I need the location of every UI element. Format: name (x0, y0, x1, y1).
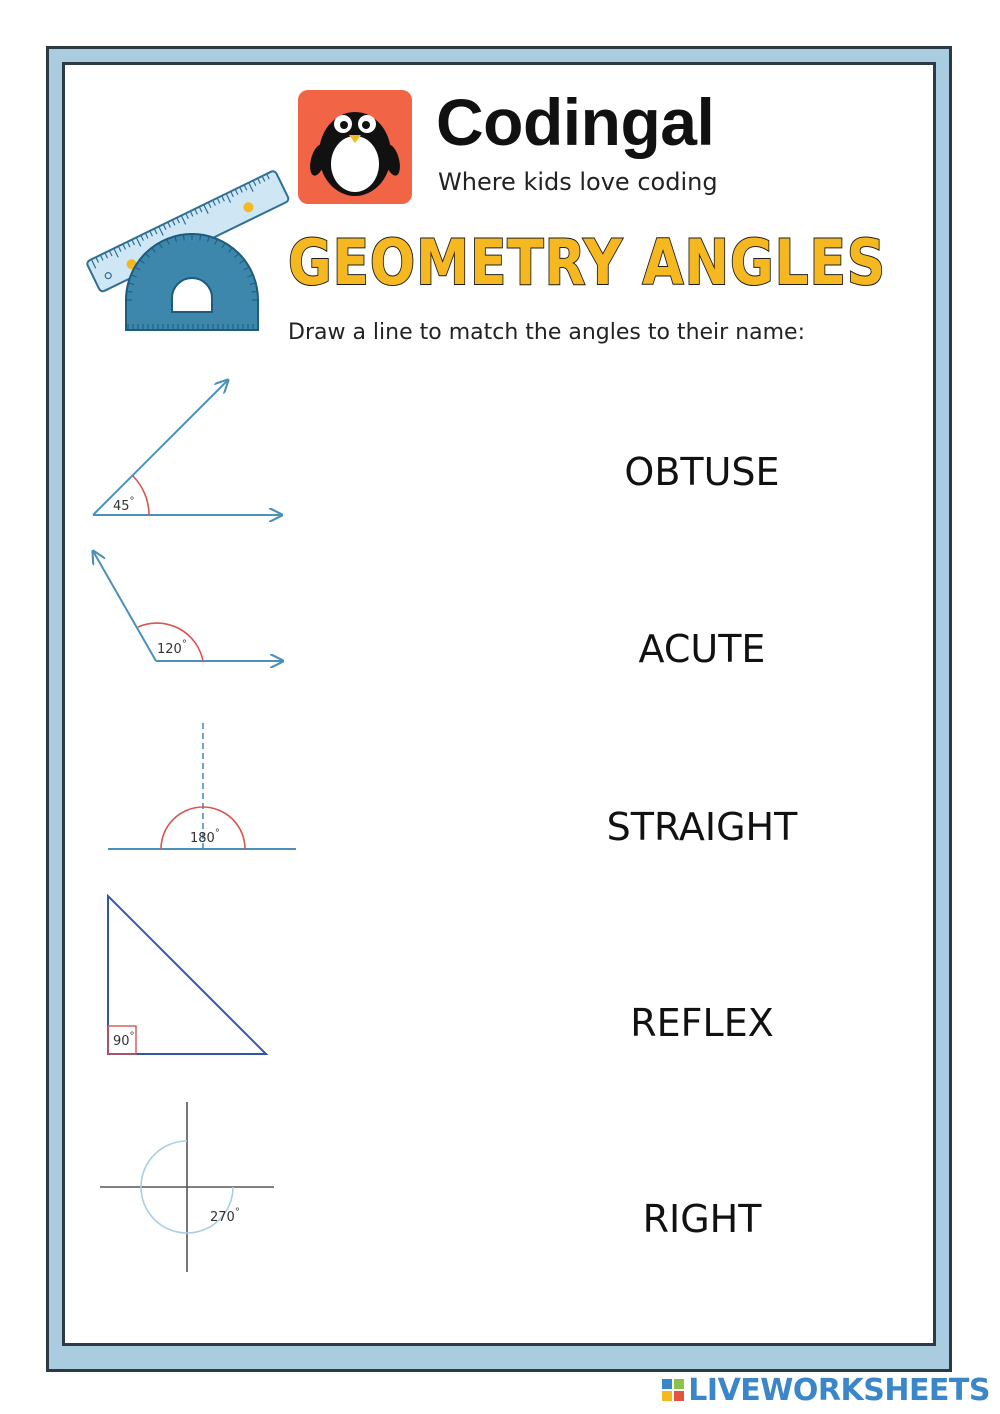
angle-name-obtuse: OBTUSE (624, 450, 780, 494)
liveworksheets-watermark (662, 1372, 990, 1408)
angle-name-right: RIGHT (642, 1197, 762, 1241)
worksheet-instruction: Draw a line to match the angles to their name: (288, 320, 805, 345)
right-angle-triangle-diagram (108, 896, 266, 1054)
watermark-text: LIVEWORKSHEETS (688, 1372, 990, 1408)
liveworksheets-logo-icon (662, 1379, 684, 1401)
brand-name: Codingal (436, 85, 715, 159)
angle-label-270: 270° (210, 1207, 240, 1225)
obtuse-angle-diagram (93, 551, 283, 661)
reflex-angle-diagram (100, 1102, 274, 1272)
angle-label-45: 45° (113, 496, 135, 514)
angle-label-180: 180° (190, 828, 220, 846)
angle-label-120: 120° (157, 639, 187, 657)
angle-label-90: 90° (113, 1031, 135, 1049)
acute-angle-diagram (93, 380, 282, 515)
angle-name-acute: ACUTE (638, 627, 766, 671)
angle-name-straight: STRAIGHT (606, 805, 798, 849)
brand-tagline: Where kids love coding (438, 168, 718, 196)
straight-angle-diagram (108, 722, 296, 849)
angle-name-reflex: REFLEX (630, 1001, 774, 1045)
worksheet-title: GEOMETRY ANGLES (288, 226, 887, 299)
